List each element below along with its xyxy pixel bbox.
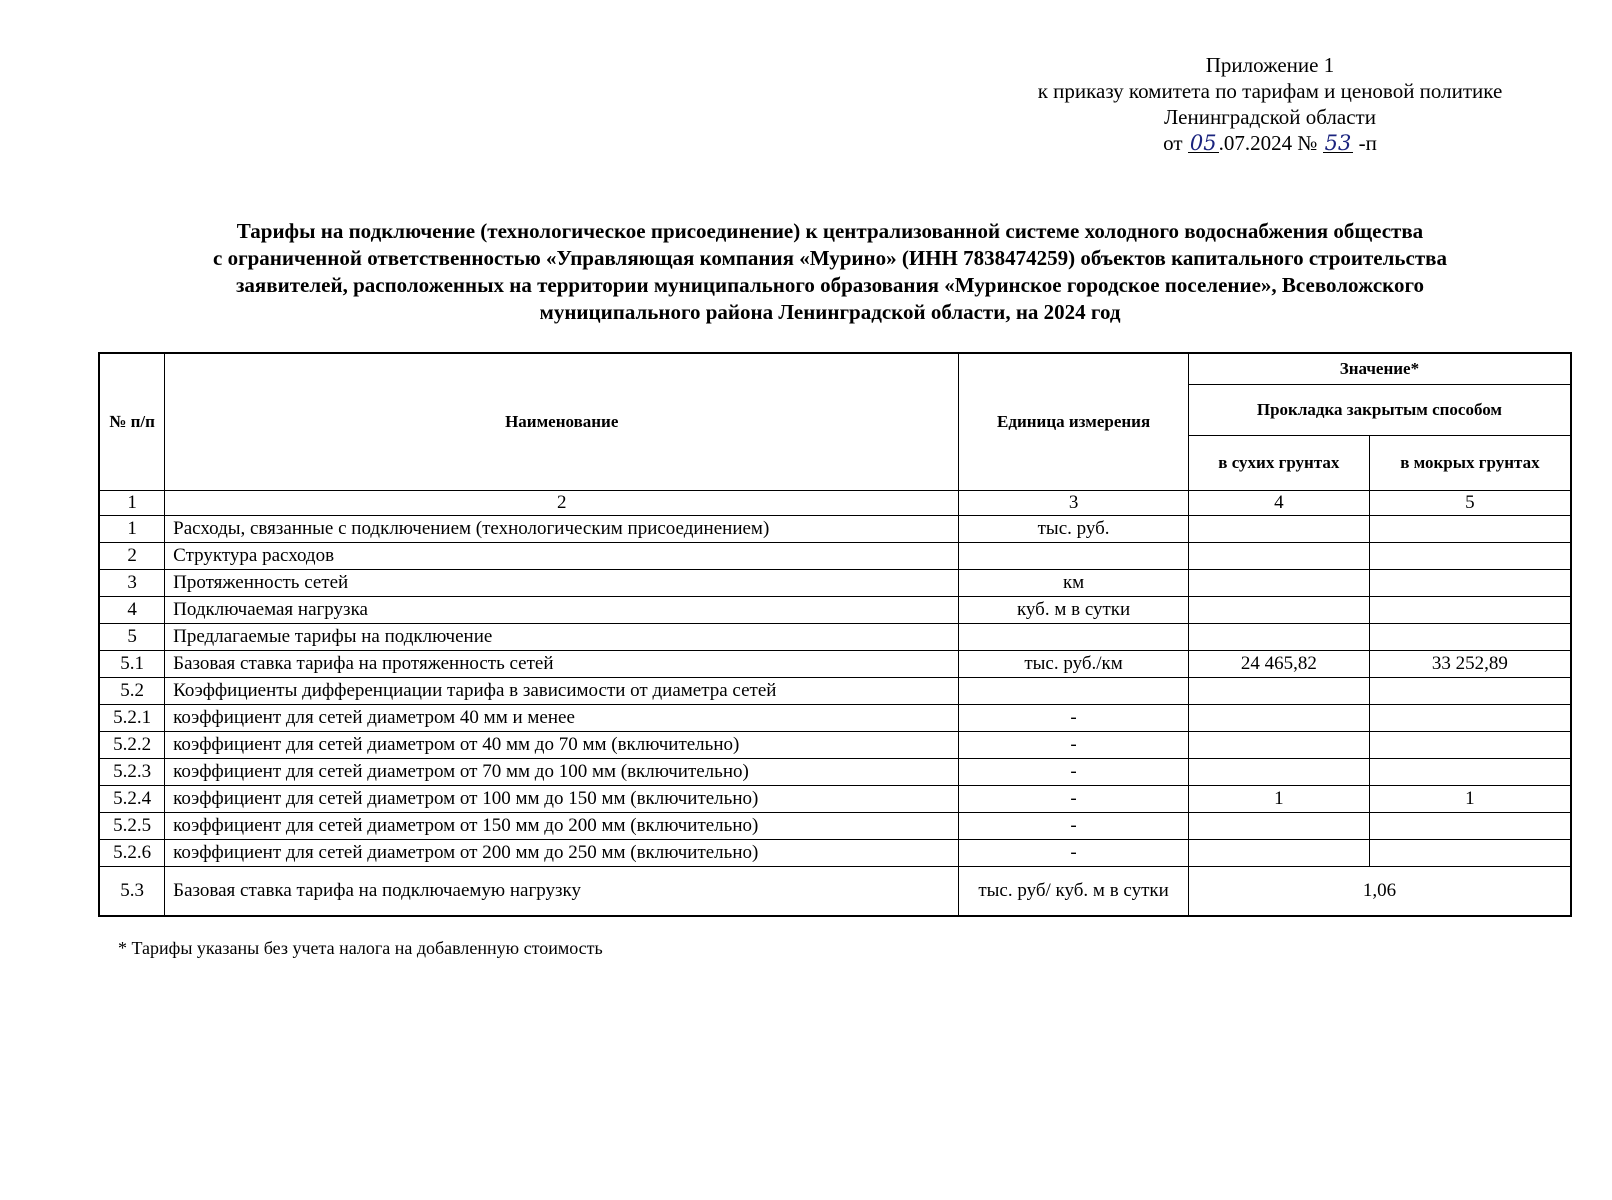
- column-number: 2: [165, 491, 959, 516]
- table-row: [99, 597, 1571, 624]
- row-number: 2: [99, 543, 165, 570]
- row-unit: тыс. руб/ куб. м в сутки: [959, 867, 1189, 917]
- row-dry-value: [1188, 813, 1369, 840]
- table-row: [99, 732, 1571, 759]
- table-row: [99, 624, 1571, 651]
- row-name: коэффициент для сетей диаметром от 40 мм до 70 мм (включительно): [165, 732, 959, 759]
- order-suffix: -п: [1358, 131, 1377, 155]
- table-row: [99, 570, 1571, 597]
- table-row: [99, 786, 1571, 813]
- row-number: 5.2.4: [99, 786, 165, 813]
- row-value: 1,06: [1188, 867, 1571, 917]
- row-number: 5.2.3: [99, 759, 165, 786]
- row-unit: тыс. руб./км: [959, 651, 1189, 678]
- column-number-row: [99, 491, 1571, 516]
- row-name: Предлагаемые тарифы на подключение: [165, 624, 959, 651]
- row-number: 5.3: [99, 867, 165, 917]
- table-body: [99, 516, 1571, 867]
- row-number: 3: [99, 570, 165, 597]
- row-unit: [959, 678, 1189, 705]
- row-name: Базовая ставка тарифа на подключаемую нагрузку: [165, 867, 959, 917]
- row-wet-value: [1369, 678, 1571, 705]
- column-number: 5: [1369, 491, 1571, 516]
- appendix-line-1: Приложение 1: [1205, 53, 1335, 77]
- row-name: Структура расходов: [165, 543, 959, 570]
- row-name: коэффициент для сетей диаметром от 70 мм до 100 мм (включительно): [165, 759, 959, 786]
- row-unit: [959, 624, 1189, 651]
- column-number: 1: [99, 491, 165, 516]
- row-dry-value: 24 465,82: [1188, 651, 1369, 678]
- row-dry-value: [1188, 732, 1369, 759]
- row-number: 4: [99, 597, 165, 624]
- appendix-line-3: Ленинградской области: [1164, 105, 1376, 129]
- table-row: [99, 759, 1571, 786]
- title-line-4: муниципального района Ленинградской области, на 2024 год: [539, 300, 1121, 324]
- title-line-2: с ограниченной ответственностью «Управляющая компания «Мурино» (ИНН 7838474259) объектов капитального строительства: [213, 246, 1447, 270]
- handwritten-day: 05: [1189, 131, 1217, 155]
- header-unit: Единица измерения: [959, 353, 1189, 491]
- appendix-line-2: к приказу комитета по тарифам и ценовой политике: [1037, 79, 1503, 103]
- table-row: [99, 840, 1571, 867]
- header-dry: в сухих грунтах: [1188, 436, 1369, 491]
- row-unit: куб. м в сутки: [959, 597, 1189, 624]
- row-unit: км: [959, 570, 1189, 597]
- row-dry-value: [1188, 759, 1369, 786]
- header-method: Прокладка закрытым способом: [1188, 385, 1571, 436]
- row-wet-value: [1369, 759, 1571, 786]
- row-unit: -: [959, 759, 1189, 786]
- row-dry-value: [1188, 840, 1369, 867]
- row-number: 5.2.5: [99, 813, 165, 840]
- row-wet-value: 1: [1369, 786, 1571, 813]
- row-name: коэффициент для сетей диаметром от 200 мм до 250 мм (включительно): [165, 840, 959, 867]
- row-number: 1: [99, 516, 165, 543]
- table-row: [99, 705, 1571, 732]
- date-rest: .07.2024 №: [1218, 131, 1318, 155]
- date-prefix: от: [1163, 131, 1183, 155]
- row-wet-value: [1369, 624, 1571, 651]
- title-line-1: Тарифы на подключение (технологическое присоединение) к централизованной системе холодного водоснабжения общества: [236, 219, 1424, 243]
- footnote: * Тарифы указаны без учета налога на добавленную стоимость: [118, 938, 603, 958]
- row-wet-value: [1369, 732, 1571, 759]
- row-number: 5.2.6: [99, 840, 165, 867]
- header-value: Значение*: [1188, 353, 1571, 385]
- row-unit: -: [959, 813, 1189, 840]
- row-number: 5.2: [99, 678, 165, 705]
- row-number: 5.2.1: [99, 705, 165, 732]
- handwritten-order-number: 53: [1324, 131, 1352, 155]
- table-row: [99, 813, 1571, 840]
- row-dry-value: [1188, 543, 1369, 570]
- row-name: Протяженность сетей: [165, 570, 959, 597]
- table-row-5-3: [99, 867, 1571, 917]
- column-number: 3: [959, 491, 1189, 516]
- row-dry-value: [1188, 678, 1369, 705]
- row-name: Расходы, связанные с подключением (технологическим присоединением): [165, 516, 959, 543]
- document-title: [90, 218, 1570, 326]
- row-unit: -: [959, 705, 1189, 732]
- row-dry-value: [1188, 624, 1369, 651]
- table-row: [99, 543, 1571, 570]
- row-dry-value: [1188, 516, 1369, 543]
- row-wet-value: [1369, 813, 1571, 840]
- row-dry-value: [1188, 705, 1369, 732]
- row-dry-value: [1188, 597, 1369, 624]
- row-wet-value: [1369, 543, 1571, 570]
- row-dry-value: [1188, 570, 1369, 597]
- row-unit: -: [959, 786, 1189, 813]
- row-unit: тыс. руб.: [959, 516, 1189, 543]
- row-wet-value: [1369, 597, 1571, 624]
- tariff-table: [98, 352, 1572, 917]
- header-wet: в мокрых грунтах: [1369, 436, 1571, 491]
- table-row: [99, 678, 1571, 705]
- row-name: коэффициент для сетей диаметром от 150 мм до 200 мм (включительно): [165, 813, 959, 840]
- table-row: [99, 651, 1571, 678]
- header-row-1: [99, 353, 1571, 385]
- appendix-header: [990, 52, 1550, 156]
- row-name: коэффициент для сетей диаметром от 100 мм до 150 мм (включительно): [165, 786, 959, 813]
- appendix-date-line: [990, 130, 1550, 156]
- row-name: коэффициент для сетей диаметром 40 мм и менее: [165, 705, 959, 732]
- title-line-3: заявителей, расположенных на территории муниципального образования «Муринское городское поселение», Всеволожского: [235, 273, 1425, 297]
- column-number: 4: [1188, 491, 1369, 516]
- row-wet-value: [1369, 840, 1571, 867]
- row-name: Коэффициенты дифференциации тарифа в зависимости от диаметра сетей: [165, 678, 959, 705]
- row-name: Подключаемая нагрузка: [165, 597, 959, 624]
- row-number: 5: [99, 624, 165, 651]
- row-number: 5.1: [99, 651, 165, 678]
- table-row: [99, 516, 1571, 543]
- row-wet-value: 33 252,89: [1369, 651, 1571, 678]
- row-wet-value: [1369, 705, 1571, 732]
- row-unit: -: [959, 840, 1189, 867]
- row-unit: -: [959, 732, 1189, 759]
- row-number: 5.2.2: [99, 732, 165, 759]
- row-name: Базовая ставка тарифа на протяженность сетей: [165, 651, 959, 678]
- row-unit: [959, 543, 1189, 570]
- header-num: № п/п: [99, 353, 165, 491]
- header-name: Наименование: [165, 353, 959, 491]
- row-wet-value: [1369, 516, 1571, 543]
- row-wet-value: [1369, 570, 1571, 597]
- row-dry-value: 1: [1188, 786, 1369, 813]
